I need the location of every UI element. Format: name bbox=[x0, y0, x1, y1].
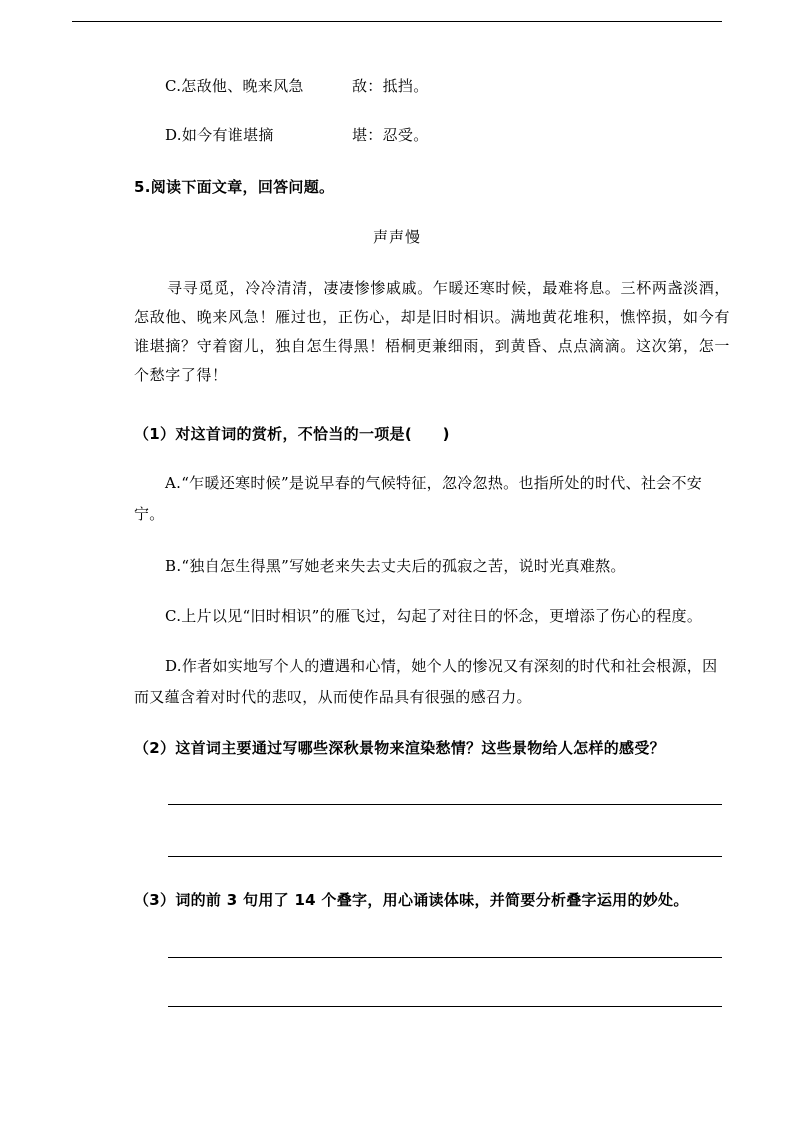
choice-c: C.上片以见“旧时相识”的雁飞过，勾起了对往日的怀念，更增添了伤心的程度。 bbox=[165, 607, 703, 625]
choice-b: B.“独自怎生得黑”写她老来失去丈夫后的孤寂之苦，说时光真难熬。 bbox=[165, 557, 626, 575]
header-rule bbox=[72, 21, 722, 22]
sub-question-1-prompt: （1）对这首词的赏析，不恰当的一项是( ) bbox=[134, 425, 450, 443]
option-c-gloss: 敌：抵挡。 bbox=[352, 77, 429, 95]
poem-title: 声声慢 bbox=[372, 228, 421, 246]
answer-line[interactable] bbox=[168, 856, 722, 857]
answer-line[interactable] bbox=[168, 957, 722, 958]
choice-d: D.作者如实地写个人的遭遇和心情，她个人的惨况又有深刻的时代和社会根源，因而又蕴含着对时代的悲叹，从而使作品具有很强的感召力。 bbox=[134, 657, 718, 706]
poem-text: 寻寻觅觅，冷冷清清，凄凄惨惨戚戚。乍暖还寒时候，最难将息。三杯两盏淡酒，怎敌他、晚来风急！雁过也，正伤心，却是旧时相识。满地黄花堆积，憔悴损，如今有谁堪摘？守着窗儿，独自怎生得黑！梧桐更兼细雨，到黄昏、点点滴滴。这次第，怎一个愁字了得！ bbox=[134, 279, 730, 384]
question5-heading: 5.阅读下面文章，回答问题。 bbox=[134, 178, 335, 196]
option-c-item: C.怎敌他、晚来风急 bbox=[165, 77, 304, 95]
sub-question-3-prompt: （3）词的前 3 句用了 14 个叠字，用心诵读体味，并简要分析叠字运用的妙处。 bbox=[134, 891, 689, 909]
choice-a: A.“乍暖还寒时候”是说早春的气候特征，忽冷忽热。也指所处的时代、社会不安宁。 bbox=[134, 474, 703, 523]
option-d-gloss: 堪：忍受。 bbox=[352, 126, 429, 144]
sub-question-2-prompt: （2）这首词主要通过写哪些深秋景物来渲染愁情？这些景物给人怎样的感受？ bbox=[134, 739, 665, 757]
option-d-item: D.如今有谁堪摘 bbox=[165, 126, 274, 144]
answer-line[interactable] bbox=[168, 1006, 722, 1007]
answer-line[interactable] bbox=[168, 804, 722, 805]
